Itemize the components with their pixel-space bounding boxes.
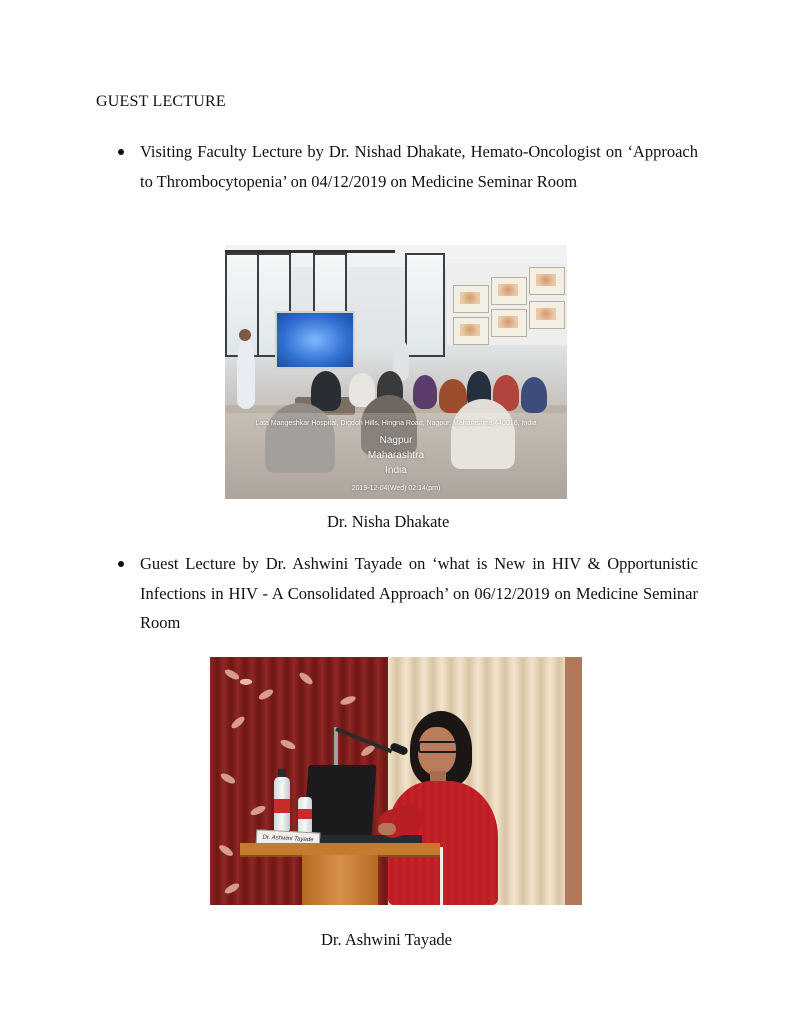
laptop [303, 765, 376, 837]
cable [440, 847, 443, 905]
bottle-label [298, 809, 312, 819]
photo-window [405, 253, 445, 357]
anatomy-poster [453, 285, 489, 313]
curtain-edge [565, 657, 582, 905]
bottle-label [274, 799, 290, 813]
speaker-photo [210, 657, 582, 905]
anatomy-poster [453, 317, 489, 345]
geotag-address: Lata Mangeshkar Hospital, Digdoh Hills, Hingna Road, Nagpur, Maharashtra 440016, India [255, 420, 537, 427]
bullet-icon [118, 149, 124, 155]
geotag-country: India [385, 465, 407, 476]
bullet-icon [118, 561, 124, 567]
speaker-head [239, 329, 251, 341]
photo-caption: Dr. Ashwini Tayade [321, 930, 452, 949]
attendee [521, 377, 547, 413]
geotag-state: Maharashtra [367, 450, 425, 461]
anatomy-poster [491, 277, 527, 305]
section-heading: GUEST LECTURE [96, 93, 226, 110]
laptop-base [318, 835, 422, 843]
lecture-description: Guest Lecture by Dr. Ashwini Tayade on ‘what is New in HIV & Opportunistic Infections in HIV - A Consolidated Approach’ on 06/12/2019 on Medicine Seminar Room [140, 554, 698, 632]
podium [302, 855, 378, 905]
anatomy-poster [529, 267, 565, 295]
anatomy-poster [491, 309, 527, 337]
speaker-figure [237, 337, 255, 409]
anatomy-poster [529, 301, 565, 329]
lecture-description: Visiting Faculty Lecture by Dr. Nishad Dhakate, Hemato-Oncologist on ‘Approach to Thrombocytopenia’ on 04/12/2019 on Medicine Seminar Room [140, 142, 698, 191]
attendee [413, 375, 437, 409]
lecture-hall-photo [225, 245, 567, 499]
photo-caption: Dr. Nisha Dhakate [327, 512, 450, 531]
nameplate: Dr. Ashwini Tayade [256, 829, 321, 848]
geotag-timestamp: 2019-12-04(Wed) 02:14(pm) [351, 485, 441, 492]
lecture-item-1 [118, 137, 698, 196]
lecture-item-2 [118, 549, 698, 638]
projector-screen [275, 311, 355, 369]
speaker-hand [378, 823, 396, 835]
speaker-glasses [418, 741, 458, 753]
attendee [311, 371, 341, 411]
geotag-city: Nagpur [379, 435, 413, 446]
